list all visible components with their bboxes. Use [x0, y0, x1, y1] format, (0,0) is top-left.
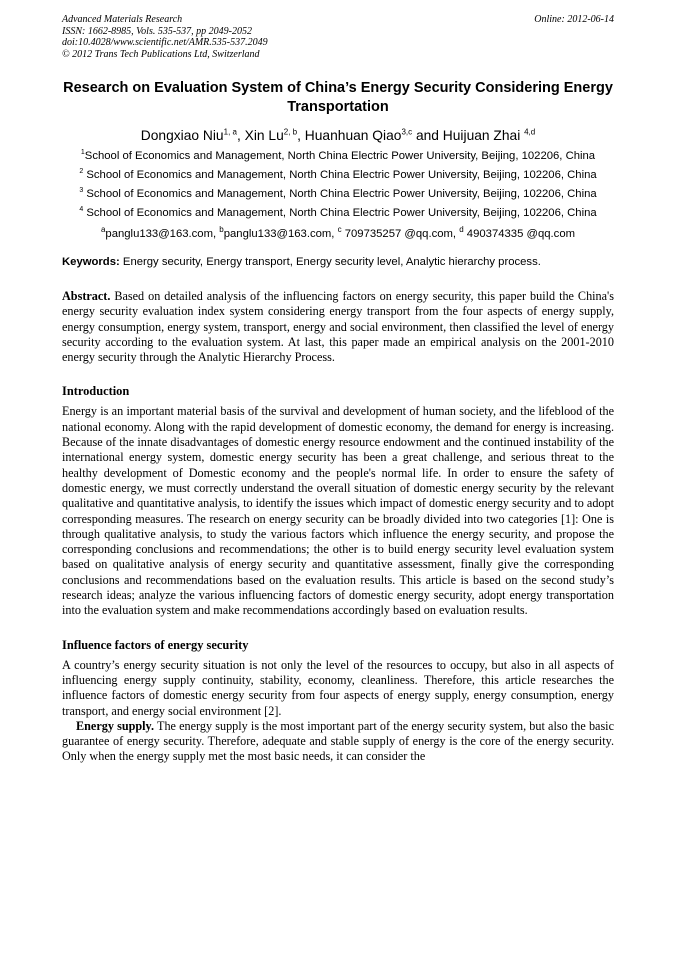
email-sup: d — [459, 225, 464, 235]
energy-supply-text: The energy supply is the most important part of the energy security system, but also the basic guarantee of energy security. Therefore, adequate and stable supply of energy is the core of the energy security. Only when the energy supply met the most basic needs, it can consider the — [62, 718, 614, 764]
abstract — [62, 289, 614, 365]
doi-line: doi:10.4028/www.scientific.net/AMR.535-537.2049 — [62, 37, 268, 48]
abstract-text: Based on detailed analysis of the influencing factors on energy security, this paper build the China's energy security evaluation index system considering energy transport from the four aspects of energy supply, energy consumption, energy system, transport, energy and social environment, then classified the level of energy security according to the evaluation system. At last, this paper made an empirical analysis on the 2001-2010 energy security through the Analytic Hierarchy Process. — [62, 289, 614, 365]
email-address[interactable]: panglu133@163.com, — [223, 228, 338, 240]
paper-page — [62, 14, 614, 765]
author-sup: 3,c — [401, 127, 413, 137]
affiliation-sup: 3 — [79, 187, 84, 195]
paper-title: Research on Evaluation System of China’s Energy Security Considering Energy Transportation — [63, 80, 613, 115]
keywords-text: Energy security, Energy transport, Energy security level, Analytic hierarchy process. — [119, 256, 541, 268]
issn-line: ISSN: 1662-8985, Vols. 535-537, pp 2049-2052 — [62, 25, 252, 37]
journal-name: Advanced Materials Research — [62, 14, 183, 25]
energy-supply-label: Energy supply. — [76, 718, 155, 733]
author-separator: and — [412, 128, 443, 143]
affiliation-4 — [62, 206, 614, 221]
author-name: Huanhuan Qiao — [304, 128, 402, 143]
affiliation-3 — [62, 187, 614, 202]
journal-header — [62, 14, 614, 60]
introduction-heading: Introduction — [62, 384, 130, 399]
email-address[interactable]: 709735257 @qq.com, — [341, 228, 460, 240]
affiliation-text: School of Economics and Management, North China Electric Power University, Beijing, 102206, China — [83, 188, 597, 200]
email-sup: c — [337, 225, 342, 235]
email-sup: a — [100, 225, 106, 235]
copyright-line: © 2012 Trans Tech Publications Ltd, Switzerland — [62, 48, 260, 60]
affiliation-text: School of Economics and Management, North China Electric Power University, Beijing, 102206, China — [83, 207, 597, 219]
email-address[interactable]: panglu133@163.com, — [105, 228, 220, 240]
affiliation-text: School of Economics and Management, North China Electric Power University, Beijing, 102206, China — [84, 150, 596, 162]
author-separator: , — [297, 128, 305, 143]
affiliation-sup: 2 — [79, 168, 84, 176]
influence-factors-heading: Influence factors of energy security — [62, 637, 249, 652]
author-sup: 2, b — [283, 127, 298, 137]
email-sup: b — [219, 225, 224, 235]
influence-paragraph-1: A country’s energy security situation is not only the level of the resources to occupy, but also in all aspects of influencing energy supply continuity, stability, economy, cleanliness. Therefore, this article researches the influence factors of domestic energy security from four aspects of energy supply, energy consumption, energy transport, and energy social environment [2]. — [62, 657, 614, 718]
keywords-label: Keywords: — [62, 256, 120, 268]
affiliation-2 — [62, 168, 614, 183]
author-list — [62, 127, 614, 145]
author-name: Xin Lu — [244, 128, 284, 143]
affiliation-1 — [62, 149, 614, 164]
author-name: Dongxiao Niu — [140, 128, 224, 143]
author-sup: 4,d — [524, 127, 536, 137]
author-separator: , — [236, 128, 245, 143]
author-sup: 1, a — [223, 127, 237, 137]
affiliation-sup: 1 — [80, 149, 85, 157]
author-emails — [62, 227, 614, 242]
affiliation-text: School of Economics and Management, North China Electric Power University, Beijing, 102206, China — [83, 169, 597, 181]
author-name: Huijuan Zhai — [442, 128, 525, 143]
email-address[interactable]: 490374335 @qq.com — [463, 228, 576, 240]
keywords — [62, 255, 614, 270]
energy-supply-paragraph — [62, 719, 614, 765]
abstract-label: Abstract. — [62, 289, 111, 303]
introduction-paragraph: Energy is an important material basis of the survival and development of human society, and the lifeblood of the national economy. Along with the rapid development of domestic economy, the demand for energy is increasing. Because of the innate disadvantages of domestic energy resource endowment and the continued instability of the international energy system, domestic energy security has been a great challenge, and serious threat to the healthy development of Domestic economy and the people's normal life. In order to ensure the safety of domestic energy, we must correctly understand the overall situation of domestic energy security by the relevant qualitative and quantitative analysis, to identify the issues which impact of domestic energy security and to adopt corresponding measures. The research on energy security can be broadly divided into two categories [1]: One is through qualitative analysis, to study the various factors which influence the energy security, and propose the corresponding conclusions and recommendations; the other is to build energy security level evaluation system based on qualitative analysis of energy security and quantitative assessment, finally give the corresponding conclusions and recommendations based on the evaluation results. This article is based on the second study’s research ideas; analyze the various influencing factors of domestic energy security, adopt energy transportation into the evaluation system and make recommendations accordingly based on evaluation results. — [62, 404, 614, 618]
online-date: Online: 2012-06-14 — [534, 14, 614, 25]
affiliation-sup: 4 — [79, 206, 84, 214]
